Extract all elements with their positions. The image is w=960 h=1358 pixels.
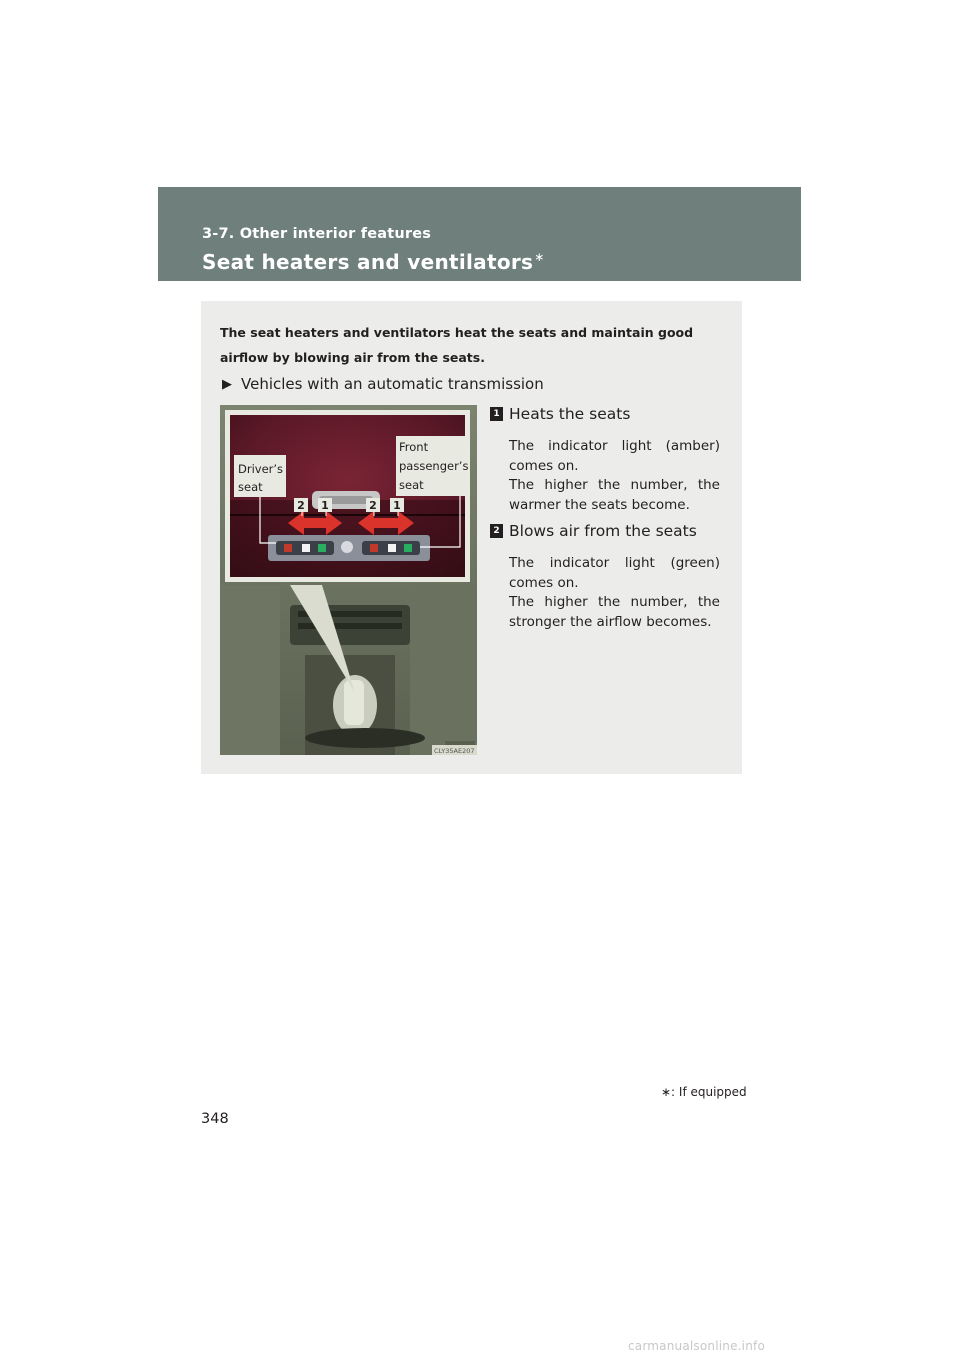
item-line: The higher the number, the stronger the airflow becomes.	[509, 594, 720, 630]
item-heats-seats	[490, 405, 720, 515]
watermark: carmanualsonline.info	[628, 1339, 765, 1353]
callout-2-driver: 2	[297, 499, 305, 512]
item-description	[509, 437, 720, 515]
driver-seat-label-line1: Driver’s	[238, 462, 284, 476]
item-heading: Blows air from the seats	[509, 522, 697, 540]
driver-seat-label-line2: seat	[238, 480, 263, 494]
item-line: The indicator light (amber) comes on.	[509, 438, 720, 474]
triangle-right-icon: ▶	[222, 376, 232, 392]
callout-1-passenger: 1	[393, 499, 401, 512]
passenger-seat-label-line1: Front	[399, 440, 429, 454]
if-equipped-marker: ∗	[534, 250, 545, 265]
intro-text: The seat heaters and ventilators heat the seats and maintain good airflow by blowing air from the seats.	[220, 325, 694, 365]
item-number-badge: 1	[490, 407, 503, 421]
item-line: The indicator light (green) comes on.	[509, 555, 720, 591]
vehicle-condition-text: Vehicles with an automatic transmission	[241, 375, 544, 393]
page-title	[202, 250, 545, 274]
vehicle-condition	[222, 375, 544, 393]
item-blows-air	[490, 522, 720, 632]
item-heading: Heats the seats	[509, 405, 631, 423]
content-panel	[201, 301, 742, 774]
seat-switch-illustration	[220, 405, 477, 755]
item-line: The higher the number, the warmer the seats become.	[509, 477, 720, 513]
callout-1-driver: 1	[321, 499, 329, 512]
callout-2-passenger: 2	[369, 499, 377, 512]
page-title-text: Seat heaters and ventilators	[202, 250, 534, 274]
chapter-header	[158, 187, 801, 281]
item-description	[509, 554, 720, 632]
footnote: ∗: If equipped	[661, 1085, 747, 1099]
page-number: 348	[201, 1111, 229, 1127]
figure-code: CLY35AE207	[434, 747, 475, 755]
section-label: 3-7. Other interior features	[202, 226, 432, 242]
item-number-badge: 2	[490, 524, 503, 538]
passenger-seat-label-line2: passenger’s	[399, 459, 469, 473]
passenger-seat-label-line3: seat	[399, 478, 424, 492]
